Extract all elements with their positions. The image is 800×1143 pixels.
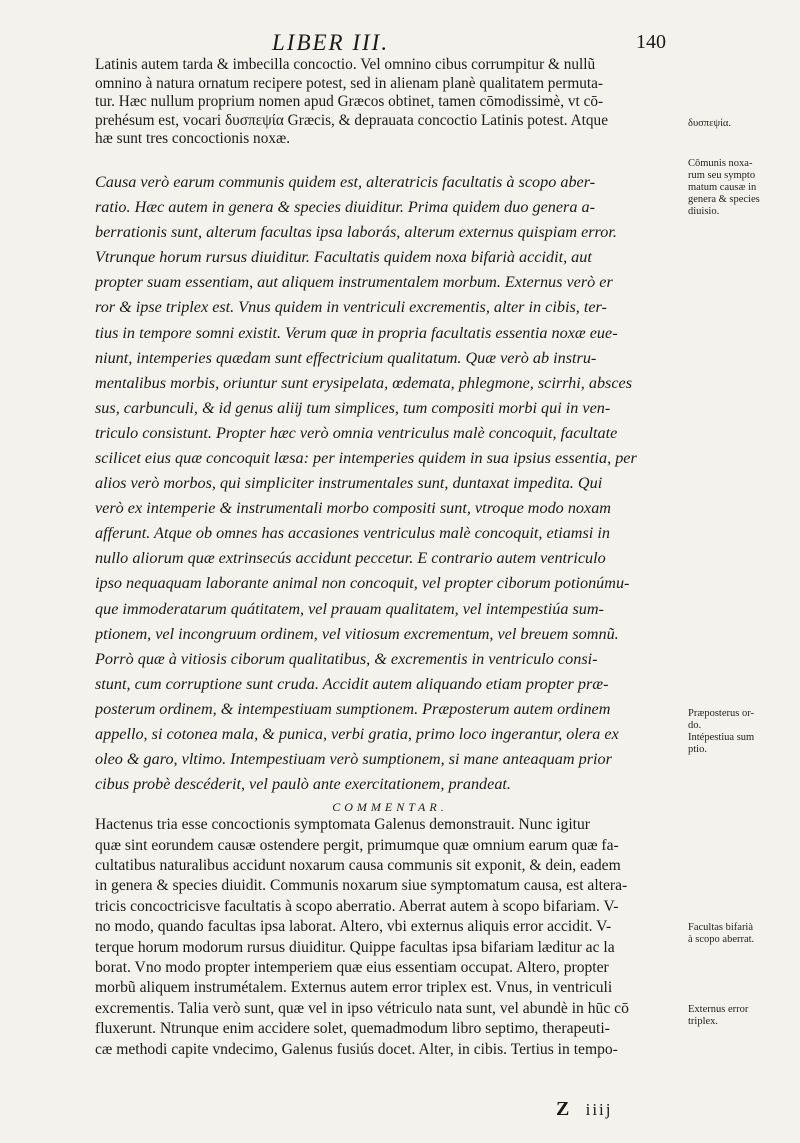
text-line: tur. Hæc nullum proprium nomen apud Græcos obtinet, tamen cōmodissimè, vt cō- <box>95 93 604 111</box>
text-line: cultatibus naturalibus accidunt noxarum causa communis sit exponit, & dein, eadem <box>95 857 621 875</box>
margin-note-dyspepsia: δυσπεψία. <box>688 118 732 129</box>
margin-note-line: rum seu sympto <box>688 170 756 181</box>
margin-note-line: Præposterus or- <box>688 708 754 719</box>
paragraph-opening <box>95 56 685 149</box>
margin-note-line: diuisio. <box>688 206 720 217</box>
text-line: morbũ aliquem instrumétalem. Externus autem error triplex est. Vnus, in ventriculi <box>95 979 613 997</box>
text-line: propter suam essentiam, aut aliquem instrumentalem morbum. Externus verò er <box>95 273 613 292</box>
text-line: stunt, cum corruptione sunt cruda. Accidit autem aliquando etiam propter præ- <box>95 674 609 693</box>
text-line: ratio. Hæc autem in genera & species diuiditur. Prima quidem duo genera a- <box>95 198 595 217</box>
text-line: sus, carbunculi, & id genus aliĳ tum simplices, tum compositi morbi qui in ven- <box>95 398 611 417</box>
text-line: tricis concoctricisve facultatis à scopo aberratio. Aberrat autem à scopo bifariam. V- <box>95 897 619 915</box>
text-line: in genera & species diuidit. Communis noxarum siue symptomatum causa, est altera- <box>95 877 628 895</box>
text-line: cæ methodi capite vndecimo, Galenus fusiús docet. Alter, in cibis. Tertius in tempo- <box>95 1040 618 1058</box>
text-line: tius in tempore somni existit. Verum quæ in propria facultatis essentia noxæ eue- <box>95 323 618 342</box>
text-line: posterum ordinem, & intempestiuam sumptionem. Præposterum autem ordinem <box>95 699 611 718</box>
text-line: verò ex intemperie & instrumentali morbo compositi sunt, vtroque modo noxam <box>95 499 611 518</box>
text-line: borat. Vno modo propter intemperiem quæ eius essentiam occupat. Altero, propter <box>95 959 609 977</box>
commentary-heading: COMMENTAR. <box>332 800 448 815</box>
galen-text-italic <box>95 170 685 797</box>
margin-note-line: à scopo aberrat. <box>688 934 755 945</box>
main-text-column <box>95 56 685 1060</box>
text-line: fluxerunt. Ntrunque enim accidere solet, quemadmodum libro septimo, therapeuti- <box>95 1020 610 1038</box>
signature-numeral: iiij <box>585 1100 613 1119</box>
text-line: prehésum est, vocari δυσπεψία Græcis, & deprauata concoctio Latinis potest. Atque <box>95 111 608 129</box>
margin-note-externus-error <box>688 1004 796 1028</box>
gathering-signature <box>556 1098 613 1121</box>
text-line: scilicet eius quæ concoquit læsa: per intemperies quidem in sua ipsius essentia, per <box>95 449 637 467</box>
signature-letter: Z <box>556 1098 572 1120</box>
margin-note-line: genera & species <box>688 194 760 205</box>
text-line: Vtrunque horum rursus diuiditur. Facultatis quidem noxa bifarià accidit, aut <box>95 248 592 267</box>
text-line: hæ sunt tres concoctionis noxæ. <box>95 130 291 148</box>
text-line: ror & ipse triplex est. Vnus quidem in ventriculi excrementis, alter in cibis, ter- <box>95 298 607 317</box>
margin-note-line: do. <box>688 720 702 731</box>
text-line: oleo & garo, vltimo. Intempestiuam verò sumptionem, si mane anteaquam prior <box>95 750 612 769</box>
text-line: Causa verò earum communis quidem est, alteratricis facultatis à scopo aber- <box>95 172 596 191</box>
commentary-text <box>95 815 685 1060</box>
text-line: niunt, intemperies quædam sunt effectricium qualitatum. Quæ verò ab instru- <box>95 348 597 367</box>
margin-note-line: Intépestiua sum <box>688 732 755 743</box>
margin-note-line: Externus error <box>688 1004 749 1015</box>
text-line: berrationis sunt, alterum facultas ipsa laborás, alterum externus quispiam error. <box>95 223 617 242</box>
text-line: Hactenus tria esse concoctionis symptomata Galenus demonstrauit. Nunc igitur <box>95 816 590 834</box>
margin-note-line: Cōmunis noxa- <box>688 158 753 169</box>
margin-note-line: Facultas bifarià <box>688 922 754 933</box>
margin-note-line: triplex. <box>688 1016 719 1027</box>
text-line: appello, si cotonea mala, & punica, verbi gratia, primo loco ingerantur, olera ex <box>95 725 619 744</box>
text-line: afferunt. Atque ob omnes has accasiones ventriculus malè concoquit, etiamsi in <box>95 524 610 543</box>
text-line: que immoderatarum quátitatem, vel prauam qualitatem, vel intempestiúa sum- <box>95 599 604 618</box>
text-line: cibus probè descéderit, vel paulò ante exercitationem, prandeat. <box>95 775 511 794</box>
text-line: ipso nequaquam laborante animal non concoquit, vel propter ciborum potionúmu- <box>95 574 630 593</box>
text-line: ptionem, vel incongruum ordinem, vel vitiosum excrementum, vel breuem somnũ. <box>95 624 619 643</box>
running-title: LIBER III. <box>272 30 390 55</box>
margin-note-communis-causa <box>688 158 796 218</box>
margin-note-line: matum causæ in <box>688 182 757 193</box>
text-line: no modo, quando facultas ipsa laborat. Altero, vbi externus aliquis error accidit. V- <box>95 918 612 936</box>
text-line: quæ sint eorundem causæ ostendere pergit, primumque quæ omnium earum quæ fa- <box>95 836 619 854</box>
page-number: 140 <box>636 31 666 53</box>
text-line: triculo consistunt. Propter hæc verò omnia ventriculus malè concoquit, facultate <box>95 423 618 442</box>
text-line: terque horum modorum rursus diuiditur. Quippe facultas ipsa bifariam læditur ac la <box>95 938 615 956</box>
text-line: alios verò morbos, qui simpliciter instrumentales sunt, duntaxat impedita. Qui <box>95 474 603 493</box>
text-line: excrementis. Talia verò sunt, quæ vel in ipso vétriculo nata sunt, vel abundè in hūc cō <box>95 999 629 1017</box>
margin-note-facultas-bifaria <box>688 922 796 946</box>
text-line: nullo aliorum quæ extrinsecús accidunt peccetur. E contrario autem ventriculo <box>95 549 606 568</box>
text-line: mentalibus morbis, oriuntur sunt erysipelata, œdemata, phlegmone, scirrhi, absces <box>95 373 633 392</box>
text-line: Porrò quæ à vitiosis ciborum qualitatibus, & excrementis in ventriculo consi- <box>95 649 598 668</box>
margin-note-praeposterus <box>688 708 796 756</box>
text-line: omnino à natura ornatum recipere potest, sed in alienam planè qualitatem permuta- <box>95 74 604 92</box>
margin-note-line: ptio. <box>688 744 707 755</box>
text-line: Latinis autem tarda & imbecilla concoctio. Vel omnino cibus corrumpitur & nullũ <box>95 56 596 73</box>
running-head <box>0 30 800 56</box>
